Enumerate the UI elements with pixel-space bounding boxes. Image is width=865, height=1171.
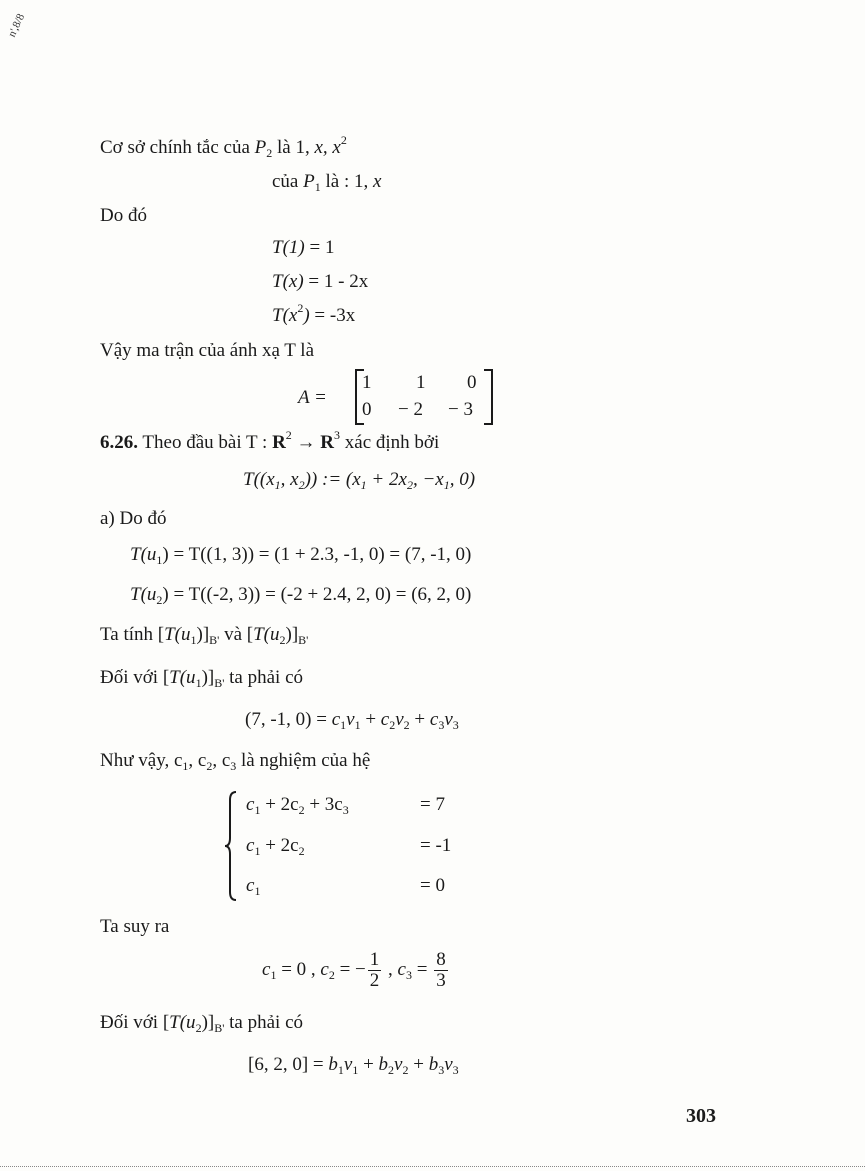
nhu-vay-line: Như vậy, $c_1$, $c_2$, $c_3$ là nghiệm của hệ (100, 750, 371, 773)
system-row-2: $c_1 + 2c_2$ (246, 835, 305, 858)
fraction-eight-thirds: $\frac{8}{3}$ (436, 949, 446, 991)
matrix-right-bracket (484, 369, 493, 425)
ta-tinh-line: Ta tính $[T(u_1)]_{B'}$ và $[T(u_2)]_{B'}$ (100, 624, 309, 647)
matrix-name: A = (298, 387, 327, 408)
corner-mark: n',8/8 (6, 11, 28, 40)
eq-c-combination: (7, -1, $0) = c_1v_1 + c_2v_2 + c_3v_3$ (245, 709, 459, 732)
solution-line: $c_1 = 0$ , $c_2$ = − $\frac{1}{2}$ , $c_3$ = $\frac{8}{3}$ (262, 949, 446, 991)
do-do-line: Do đó (100, 205, 147, 226)
system-brace (224, 790, 238, 902)
page-number: 303 (686, 1105, 716, 1127)
eq-tx2: $T(x^2) = -3x$ (272, 301, 356, 326)
system-row-2-rhs: = -1 (420, 835, 452, 856)
eq-b-combination: [6, 2, $0] = b_1v_1 + b_2v_2 + b_3v_3$ (248, 1054, 459, 1077)
part-a-label: a) Do đó (100, 508, 167, 529)
matrix-intro: Vậy ma trận của ánh xạ T là (100, 340, 315, 361)
eq-t1: T(1) = 1 (272, 237, 335, 258)
footer-rule (0, 1166, 865, 1167)
fraction-one-half: $\frac{1}{2}$ (369, 949, 380, 991)
eq-tx: T(x) = 1 - 2x (272, 271, 369, 292)
eq-tu1: $T(u_1) = T((1$, 3)) = (1 + 2.3, -1, 0) = (7, -1, 0) (130, 544, 472, 567)
system-row-1: $c_1 + 2c_2 + 3c_3$ (246, 794, 349, 817)
system-row-3-rhs: = 0 (420, 875, 445, 896)
map-definition: $T((x_1$, $x_2$)) := ($x_1 + 2x_2$, $-x_1$, 0) (243, 469, 476, 492)
system-row-3: $c_1$ (246, 875, 261, 898)
eq-tu2: $T(u_2) = T((-2$, 3)) = (-2 + 2.4, 2, 0) = (6, 2, 0) (130, 584, 472, 607)
ta-suy-ra-line: Ta suy ra (100, 916, 170, 937)
doi-voi-1-line: Đối với $[T(u_1)]_{B'}$ ta phải có (100, 667, 303, 690)
section-6-26: 6.26. Theo đầu bài T : $R^2 \to R^3$ xác định bởi (100, 428, 440, 453)
doi-voi-2-line: Đối với $[T(u_2)]_{B'}$ ta phải có (100, 1012, 303, 1035)
basis-p2-line: Cơ sở chính tắc của $P_2$ là 1, x, $x^2$ (100, 133, 347, 160)
system-row-1-rhs: = 7 (420, 794, 445, 815)
basis-p1-line: của $P_1$ là : 1, x (272, 171, 382, 194)
